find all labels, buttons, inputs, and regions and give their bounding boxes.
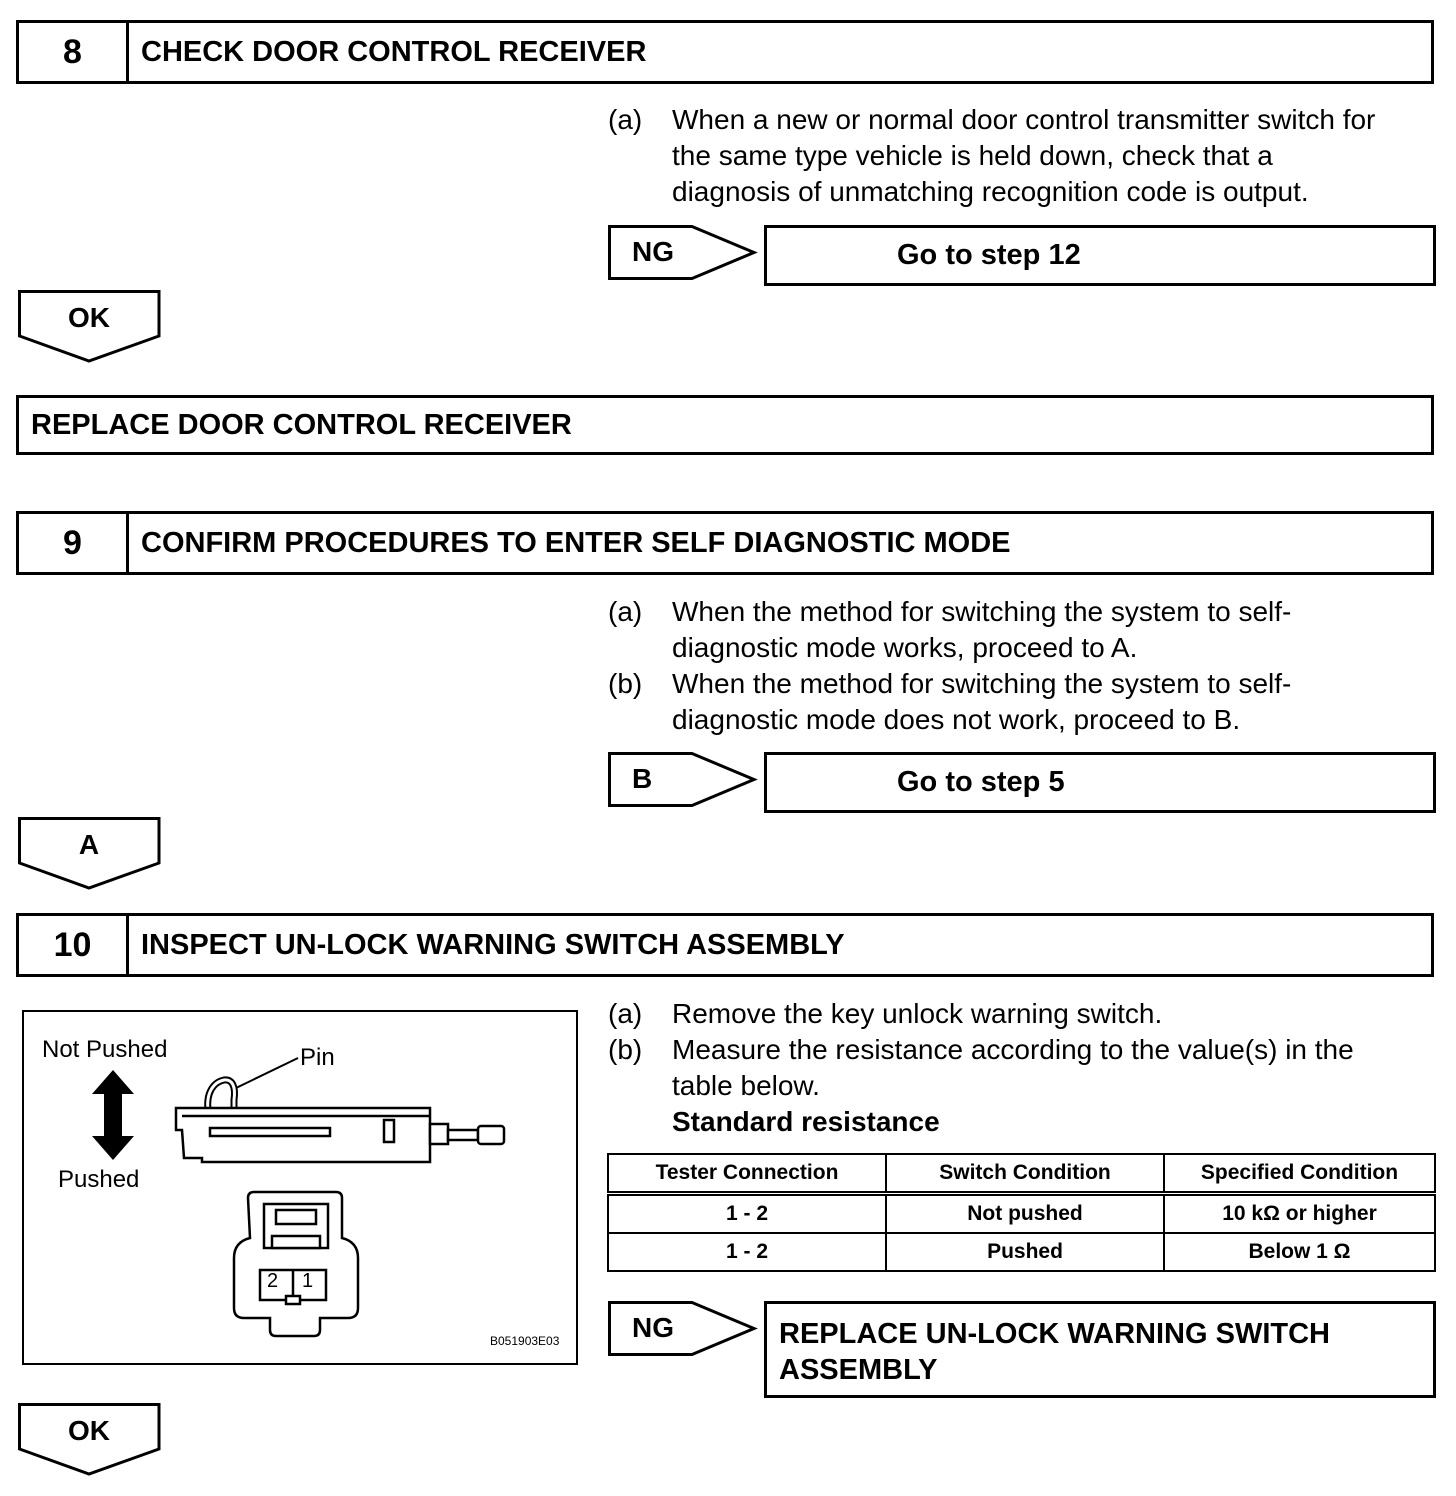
instruction-line: the same type vehicle is held down, check that a [672, 140, 1273, 171]
standard-resistance-table [607, 1153, 1436, 1272]
step-title: INSPECT UN-LOCK WARNING SWITCH ASSEMBLY [141, 928, 845, 961]
step-9-instructions [608, 594, 1438, 738]
standard-resistance-label: Standard resistance [672, 1106, 940, 1137]
step-number: 8 [19, 23, 129, 81]
switch-body-icon [176, 1108, 504, 1162]
a-label: A [78, 829, 100, 860]
table-cell: Pushed [886, 1233, 1164, 1271]
ng-label: NG [632, 236, 674, 267]
instruction-line: diagnostic mode does not work, proceed to B. [672, 704, 1241, 735]
instruction-item [608, 102, 1438, 210]
instruction-item [608, 666, 1438, 738]
instruction-line: diagnostic mode works, proceed to A. [672, 632, 1138, 663]
goto-step-12-box [764, 225, 1436, 286]
instruction-line: When the method for switching the system to self- [672, 668, 1292, 699]
instruction-item [608, 1032, 1438, 1140]
action-text: REPLACE UN-LOCK WARNING SWITCH [779, 1318, 1330, 1350]
pin-label: Pin [300, 1044, 335, 1071]
switch-illustration [22, 1010, 578, 1365]
goto-step-5-box [764, 752, 1436, 813]
table-header: Specified Condition [1164, 1154, 1435, 1194]
instruction-label: (a) [608, 998, 643, 1029]
instruction-label: (b) [608, 1034, 643, 1065]
ng-label: NG [632, 1312, 674, 1343]
step-number: 10 [19, 916, 129, 974]
ok-label: OK [68, 302, 110, 333]
instruction-label: (a) [608, 596, 643, 627]
table-header: Switch Condition [886, 1154, 1164, 1194]
table-cell: 10 kΩ or higher [1164, 1194, 1435, 1234]
step-8-header [16, 20, 1434, 84]
not-pushed-label: Not Pushed [42, 1036, 168, 1063]
table-cell: 1 - 2 [608, 1233, 886, 1271]
instruction-line: diagnosis of unmatching recognition code is output. [672, 176, 1309, 207]
terminal-2-label: 2 [267, 1270, 279, 1292]
ng-arrow [608, 225, 758, 281]
goto-text: Go to step 12 [897, 239, 1081, 271]
action-text: ASSEMBLY [779, 1354, 938, 1386]
step-number: 9 [19, 514, 129, 572]
table-cell: Below 1 Ω [1164, 1233, 1435, 1271]
table-cell: Not pushed [886, 1194, 1164, 1234]
instruction-line: When a new or normal door control transmitter switch for [672, 104, 1376, 135]
goto-text: Go to step 5 [897, 766, 1065, 798]
b-label: B [632, 763, 653, 794]
replace-switch-box [764, 1301, 1436, 1398]
instruction-line: When the method for switching the system to self- [672, 596, 1292, 627]
table-header: Tester Connection [608, 1154, 886, 1194]
table-row [608, 1233, 1435, 1271]
table-cell: 1 - 2 [608, 1194, 886, 1234]
action-text: REPLACE DOOR CONTROL RECEIVER [31, 408, 572, 441]
instruction-line: Remove the key unlock warning switch. [672, 998, 1163, 1029]
ok-label: OK [68, 1415, 110, 1446]
instruction-item [608, 594, 1438, 666]
connector-icon [234, 1192, 358, 1336]
terminal-1-label: 1 [302, 1270, 314, 1292]
ng-arrow [608, 1301, 758, 1357]
instruction-label: (b) [608, 668, 643, 699]
step-10-header [16, 913, 1434, 977]
table-row [608, 1194, 1435, 1234]
pushed-label: Pushed [58, 1166, 140, 1193]
push-direction-arrow-icon [92, 1070, 134, 1160]
instruction-line: table below. [672, 1070, 820, 1101]
step-9-header [16, 511, 1434, 575]
instruction-label: (a) [608, 104, 643, 135]
step-8-instructions [608, 102, 1438, 210]
step-title: CHECK DOOR CONTROL RECEIVER [141, 35, 647, 68]
instruction-item [608, 996, 1438, 1032]
instruction-line: Measure the resistance according to the value(s) in the [672, 1034, 1354, 1065]
pin-shape [208, 1080, 235, 1110]
figure-code: B051903E03 [490, 1334, 560, 1348]
replace-receiver-box [16, 395, 1434, 455]
table-header-row [608, 1154, 1435, 1194]
step-title: CONFIRM PROCEDURES TO ENTER SELF DIAGNOSTIC MODE [141, 526, 1011, 559]
switch-drawing [24, 1012, 576, 1363]
pin-leader-line [236, 1058, 298, 1088]
b-arrow [608, 752, 758, 808]
step-10-instructions [608, 996, 1438, 1140]
